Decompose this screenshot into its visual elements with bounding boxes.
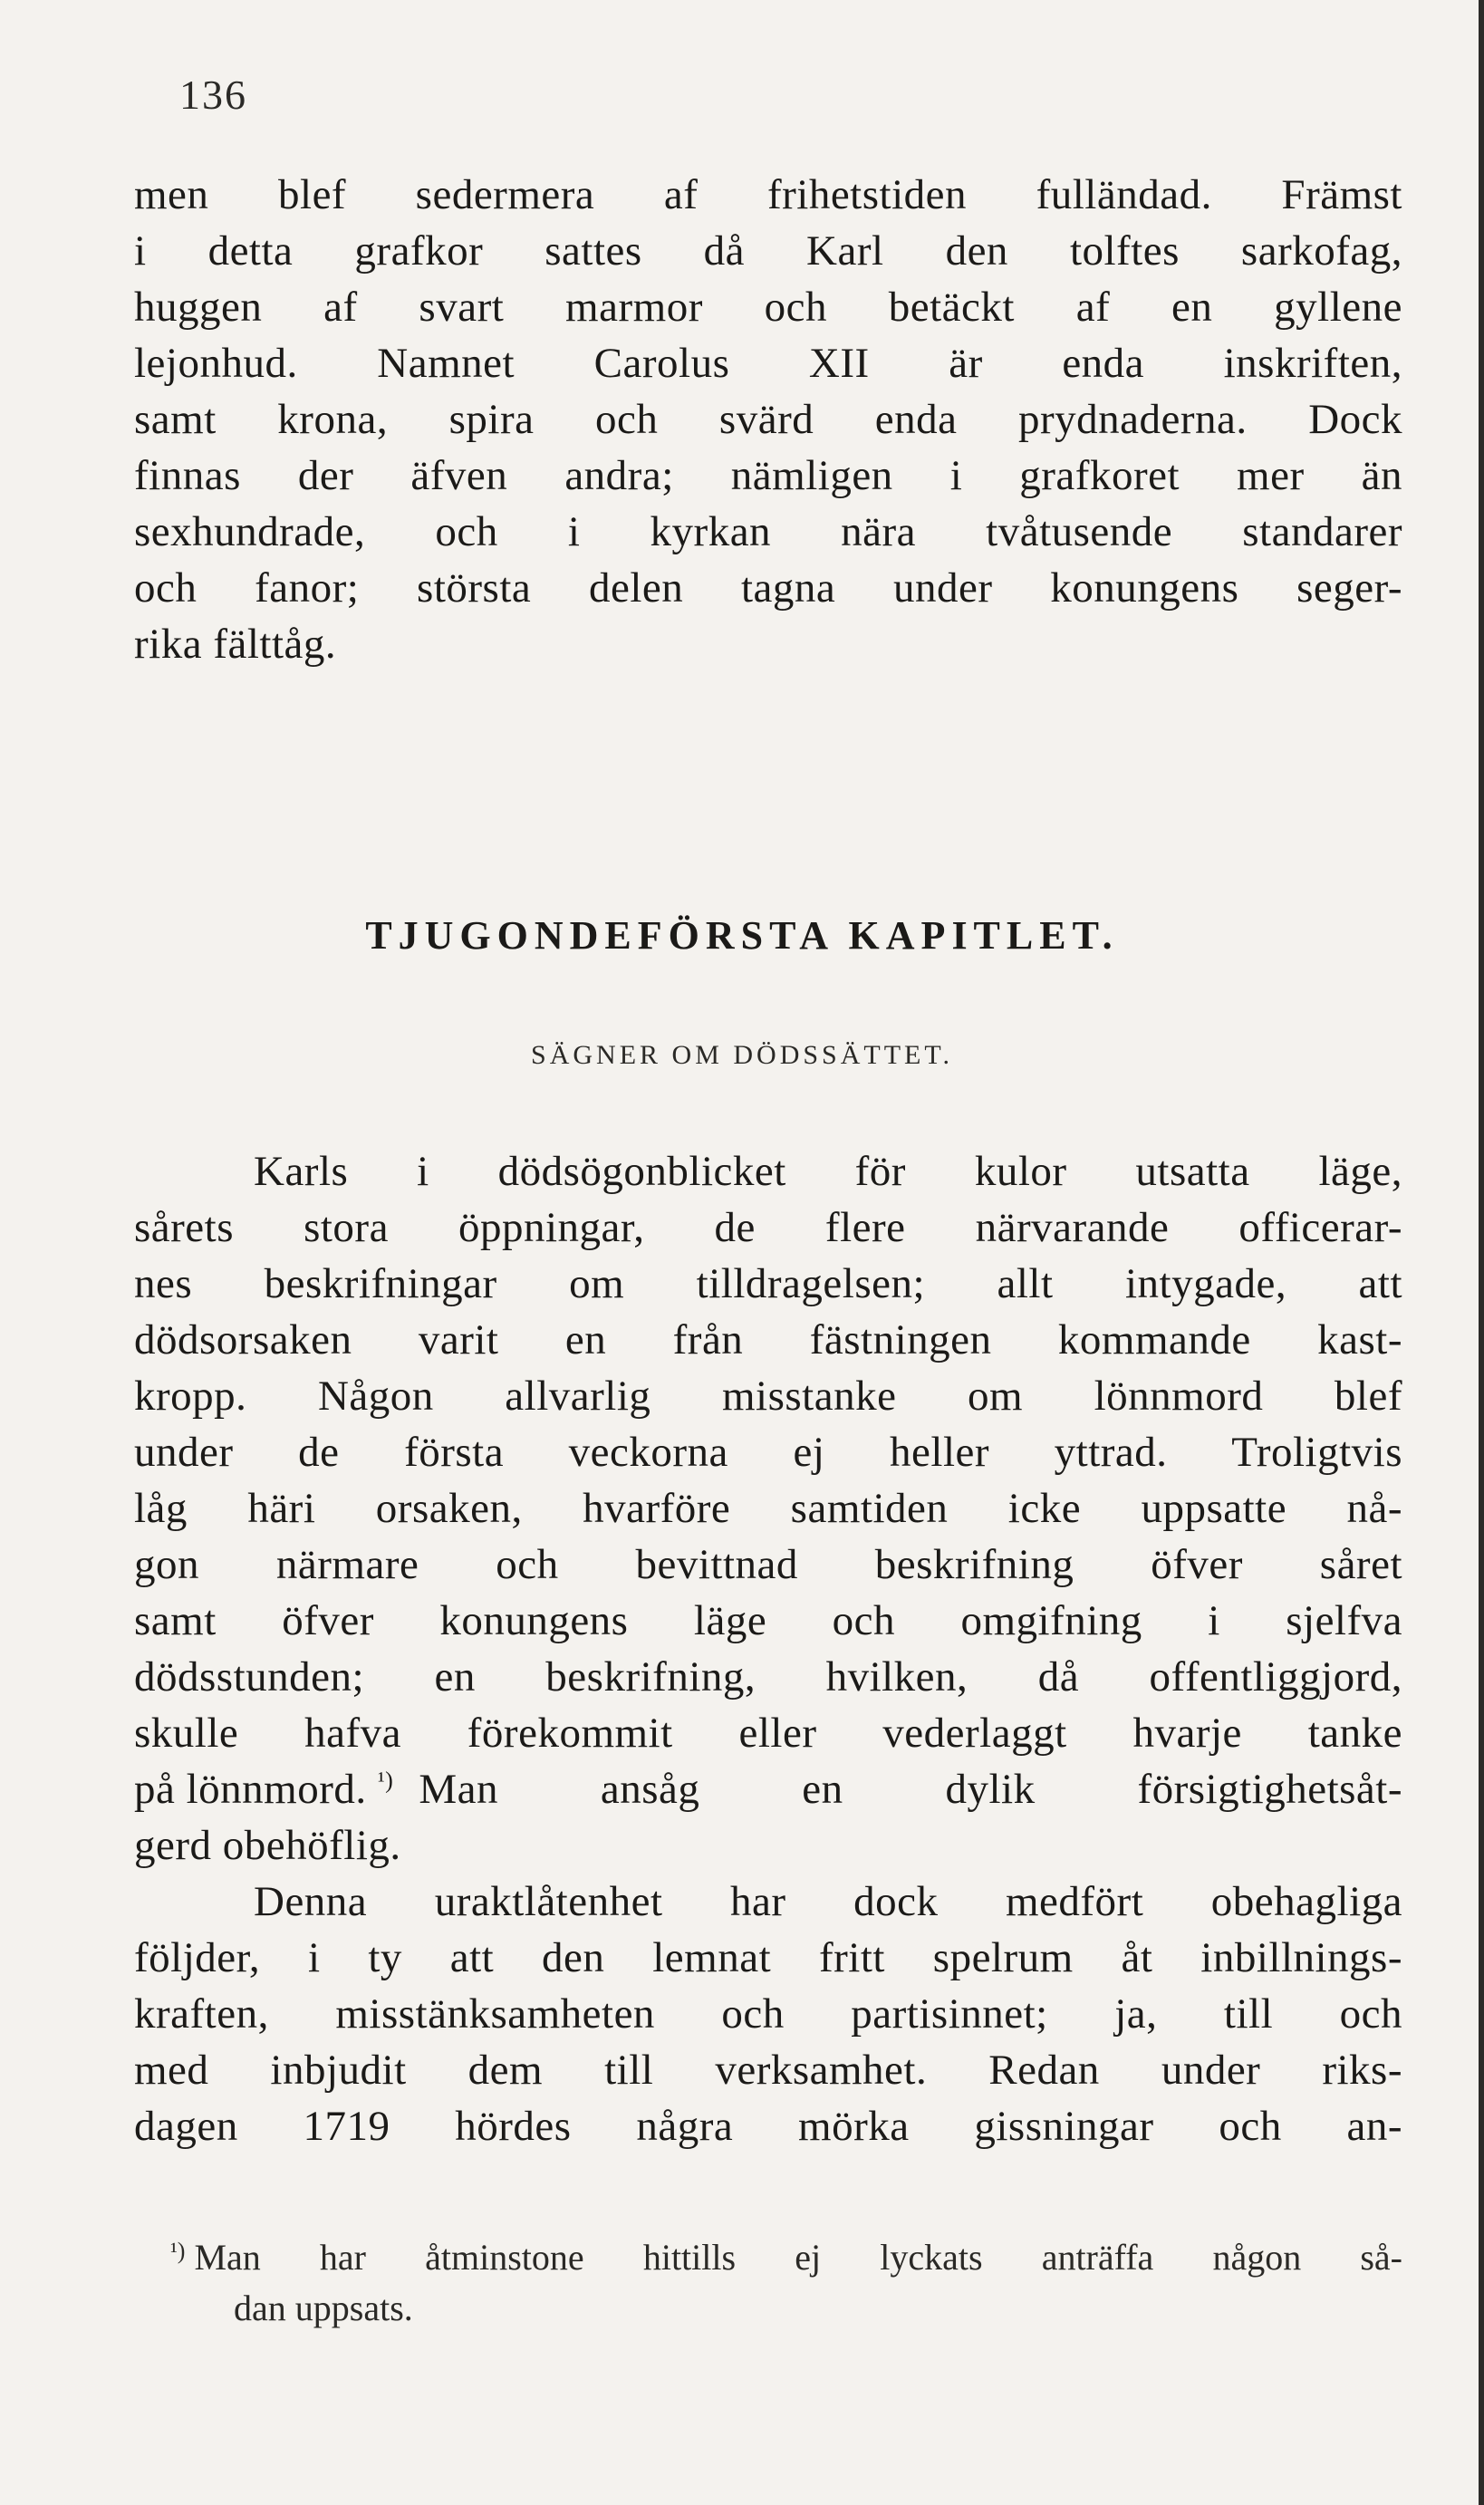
text-line: finnas der äfven andra; nämligen i grafkoret mer än — [134, 452, 1402, 499]
footnote-marker: ¹) — [170, 2238, 186, 2264]
text-line: och fanor; största delen tagna under konungens seger- — [134, 564, 1402, 612]
text-line: kraften, misstänksamheten och partisinnet; ja, till och — [134, 1990, 1402, 2038]
text-line: skulle hafva förekommit eller vederlaggt hvarje tanke — [134, 1710, 1402, 1757]
text-line: samt krona, spira och svärd enda prydnaderna. Dock — [134, 396, 1402, 443]
text-line: dödsorsaken varit en från fästningen kommande kast- — [134, 1316, 1402, 1363]
text-line: huggen af svart marmor och betäckt af en gyllene — [134, 284, 1402, 331]
page-number: 136 — [179, 72, 247, 118]
text-line: men blef sedermera af frihetstiden fulländad. Främst — [134, 171, 1402, 218]
text-line: gon närmare och bevittnad beskrifning öfver såret — [134, 1541, 1402, 1588]
text-fragment: Man ansåg en dylik försigtighetsåt- — [419, 1766, 1402, 1813]
text-fragment: på lönnmord. — [134, 1766, 367, 1813]
text-line: samt öfver konungens läge och omgifning i sjelfva — [134, 1597, 1402, 1644]
text-line: Karls i dödsögonblicket för kulor utsatta läge, — [254, 1148, 1402, 1195]
chapter-subtitle: SÄGNER OM DÖDSSÄTTET. — [531, 1040, 953, 1070]
footnote-reference: ¹) — [377, 1767, 394, 1794]
text-fragment — [134, 1768, 393, 1811]
page-edge — [1479, 0, 1484, 2505]
text-line: med inbjudit dem till verksamhet. Redan under riks- — [134, 2047, 1402, 2094]
text-line: följder, i ty att den lemnat fritt spelrum åt inbillnings- — [134, 1934, 1402, 1981]
text-line: under de första veckorna ej heller yttrad. Troligtvis — [134, 1429, 1402, 1476]
text-line: gerd obehöflig. — [134, 1822, 401, 1869]
text-line: kropp. Någon allvarlig misstanke om lönnmord blef — [134, 1373, 1402, 1420]
text-line: dödsstunden; en beskrifning, hvilken, då offentliggjord, — [134, 1653, 1402, 1701]
chapter-title: TJUGONDEFÖRSTA KAPITLET. — [365, 913, 1119, 958]
text-line: sexhundrade, och i kyrkan nära tvåtusende standarer — [134, 508, 1402, 555]
footnote-line: dan uppsats. — [234, 2288, 413, 2328]
text-line: sårets stora öppningar, de flere närvarande officerar- — [134, 1204, 1402, 1251]
text-line: lejonhud. Namnet Carolus XII är enda inskriften, — [134, 340, 1402, 387]
text-line: i detta grafkor sattes då Karl den tolftes sarkofag, — [134, 227, 1402, 275]
text-line — [134, 1768, 1402, 1811]
text-line: dagen 1719 hördes några mörka gissningar och an- — [134, 2103, 1402, 2150]
text-line: Denna uraktlåtenhet har dock medfört obehagliga — [254, 1878, 1402, 1925]
text-line: rika fälttåg. — [134, 621, 337, 668]
text-line: låg häri orsaken, hvarföre samtiden icke uppsatte nå- — [134, 1485, 1402, 1532]
footnote-line — [170, 2237, 1402, 2278]
footnote-text: Man har åtminstone hittills ej lyckats anträffa någon så- — [194, 2237, 1402, 2278]
text-line: nes beskrifningar om tilldragelsen; allt intygade, att — [134, 1260, 1402, 1307]
